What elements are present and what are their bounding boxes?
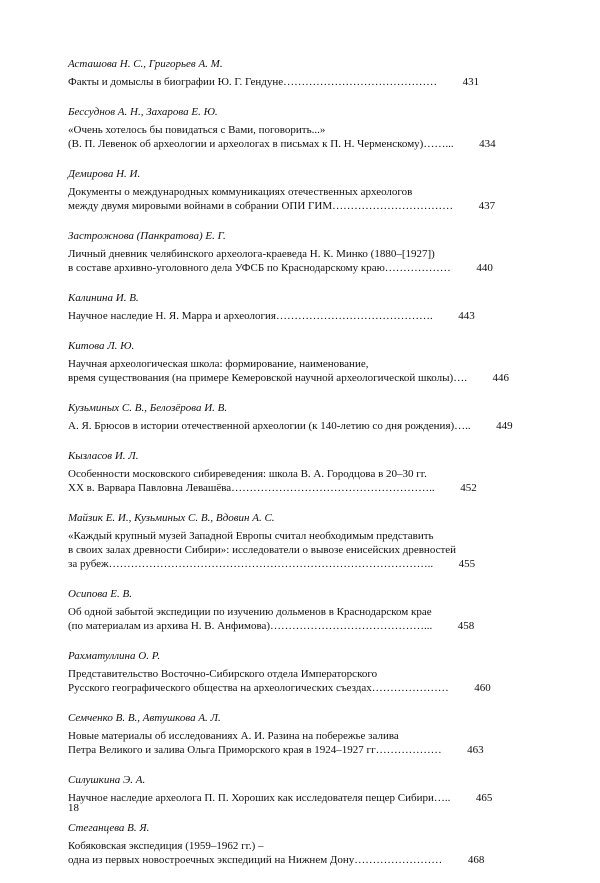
entry-title-line: Научное наследие Н. Я. Марра и археология……………………………………. bbox=[68, 310, 433, 322]
entry-last-line bbox=[68, 261, 530, 275]
toc-entry bbox=[68, 57, 530, 89]
entry-page-number: 455 bbox=[458, 558, 476, 570]
entry-page-number: 446 bbox=[492, 372, 509, 384]
entry-title-line: между двумя мировыми войнами в собрании ОПИ ГИМ…………………………… bbox=[68, 200, 454, 212]
entry-last-line bbox=[68, 791, 530, 805]
entry-last-line bbox=[68, 557, 530, 571]
entry-last-line bbox=[68, 199, 530, 213]
entry-title-line: Кобяковская экспедиция (1959–1962 гг.) – bbox=[68, 840, 264, 852]
toc-entry bbox=[68, 821, 530, 867]
entry-title-line: в составе архивно-уголовного дела УФСБ по Краснодарскому краю……………… bbox=[68, 262, 451, 274]
toc-entry bbox=[68, 339, 530, 385]
entry-page-number: 443 bbox=[458, 310, 475, 322]
entry-page-number: 452 bbox=[460, 482, 477, 494]
entry-title-line: Научная археологическая школа: формирование, наименование, bbox=[68, 358, 369, 370]
toc-entry bbox=[68, 711, 530, 757]
entry-title-line: время существования (на примере Кемеровской научной археологической школы)…. bbox=[68, 372, 467, 384]
entry-author: Асташова Н. С., Григорьев А. М. bbox=[68, 58, 223, 70]
entry-title-line: XX в. Варвара Павловна Левашёва……………………………………………….. bbox=[68, 482, 435, 494]
toc-entry bbox=[68, 229, 530, 275]
table-of-contents bbox=[68, 57, 530, 883]
entry-author: Кызласов И. Л. bbox=[68, 450, 139, 462]
toc-entry bbox=[68, 105, 530, 151]
entry-title-line: (В. П. Левенок об археологии и археологах в письмах к П. Н. Черменскому)……... bbox=[68, 138, 454, 150]
entry-author: Китова Л. Ю. bbox=[68, 340, 135, 352]
toc-entry bbox=[68, 773, 530, 805]
entry-title-line: за рубеж…………………………………………………………………………….. bbox=[68, 558, 434, 570]
entry-title-line: Документы о международных коммуникациях отечественных археологов bbox=[68, 186, 413, 198]
entry-title-line: одна из первых новостроечных экспедиций на Нижнем Дону…………………… bbox=[68, 854, 443, 866]
entry-page-number: 463 bbox=[467, 744, 484, 756]
entry-author: Калинина И. В. bbox=[68, 292, 139, 304]
entry-last-line bbox=[68, 481, 530, 495]
entry-title-line: Особенности московского сибиреведения: школа В. А. Городцова в 20–30 гг. bbox=[68, 468, 427, 480]
toc-entry bbox=[68, 291, 530, 323]
entry-author: Демирова Н. И. bbox=[68, 168, 141, 180]
entry-last-line bbox=[68, 853, 530, 867]
entry-page-number: 460 bbox=[474, 682, 491, 694]
entry-last-line bbox=[68, 371, 530, 385]
entry-author: Осипова Е. В. bbox=[68, 588, 132, 600]
toc-entry bbox=[68, 449, 530, 495]
toc-entry bbox=[68, 511, 530, 571]
entry-title-line: Научное наследие археолога П. П. Хороших как исследователя пещер Сибири….. bbox=[68, 792, 451, 804]
entry-page-number: 468 bbox=[467, 854, 485, 866]
entry-author: Майзик Е. И., Кузьминых С. В., Вдовин А. С. bbox=[68, 512, 275, 524]
toc-entry bbox=[68, 587, 530, 633]
entry-page-number: 437 bbox=[478, 200, 496, 212]
entry-last-line bbox=[68, 619, 530, 633]
page-number: 18 bbox=[68, 802, 79, 814]
entry-title-line: «Каждый крупный музей Западной Европы считал необходимым представить bbox=[68, 530, 434, 542]
entry-title-line: в своих залах древности Сибири»: исследователи о вывозе енисейских древностей bbox=[68, 544, 457, 556]
entry-title-line: Об одной забытой экспедиции по изучению дольменов в Краснодарском крае bbox=[68, 606, 432, 618]
toc-entry bbox=[68, 649, 530, 695]
entry-title-line: Личный дневник челябинского археолога-краеведа Н. К. Минко (1880–[1927]) bbox=[68, 248, 435, 260]
entry-author: Застрожнова (Панкратова) Е. Г. bbox=[68, 230, 226, 242]
entry-author: Семченко В. В., Автушкова А. Л. bbox=[68, 712, 221, 724]
entry-title-line: «Очень хотелось бы повидаться с Вами, поговорить...» bbox=[68, 124, 326, 136]
entry-page-number: 449 bbox=[496, 420, 513, 432]
entry-title-line: Петра Великого и залива Ольга Приморского края в 1924–1927 гг……………… bbox=[68, 744, 442, 756]
entry-author: Бессуднов А. Н., Захарова Е. Ю. bbox=[68, 106, 218, 118]
entry-last-line bbox=[68, 309, 530, 323]
entry-last-line bbox=[68, 681, 530, 695]
entry-page-number: 434 bbox=[479, 138, 496, 150]
toc-entry bbox=[68, 401, 530, 433]
entry-title-line: Факты и домыслы в биографии Ю. Г. Гендуне…………………………………… bbox=[68, 76, 438, 88]
entry-last-line bbox=[68, 75, 530, 89]
entry-title-line: А. Я. Брюсов в истории отечественной археологии (к 140-летию со дня рождения)….. bbox=[68, 420, 471, 432]
entry-title-line: Новые материалы об исследованиях А. И. Разина на побережье залива bbox=[68, 730, 399, 742]
entry-page-number: 458 bbox=[457, 620, 475, 632]
entry-last-line bbox=[68, 137, 530, 151]
toc-entry bbox=[68, 167, 530, 213]
entry-title-line: Русского географического общества на археологических съездах………………… bbox=[68, 682, 449, 694]
entry-page-number: 440 bbox=[476, 262, 493, 274]
entry-last-line bbox=[68, 743, 530, 757]
entry-author: Стеганцева В. Я. bbox=[68, 822, 150, 834]
entry-title-line: Представительство Восточно-Сибирского отдела Императорского bbox=[68, 668, 378, 680]
entry-author: Рахматуллина О. Р. bbox=[68, 650, 161, 662]
entry-author: Силушкина Э. А. bbox=[68, 774, 146, 786]
entry-page-number: 431 bbox=[462, 76, 480, 88]
entry-last-line bbox=[68, 419, 530, 433]
entry-title-line: (по материалам из архива Н. В. Анфимова)……………………………………... bbox=[68, 620, 433, 632]
entry-page-number: 465 bbox=[475, 792, 493, 804]
entry-author: Кузьминых С. В., Белозёрова И. В. bbox=[68, 402, 228, 414]
